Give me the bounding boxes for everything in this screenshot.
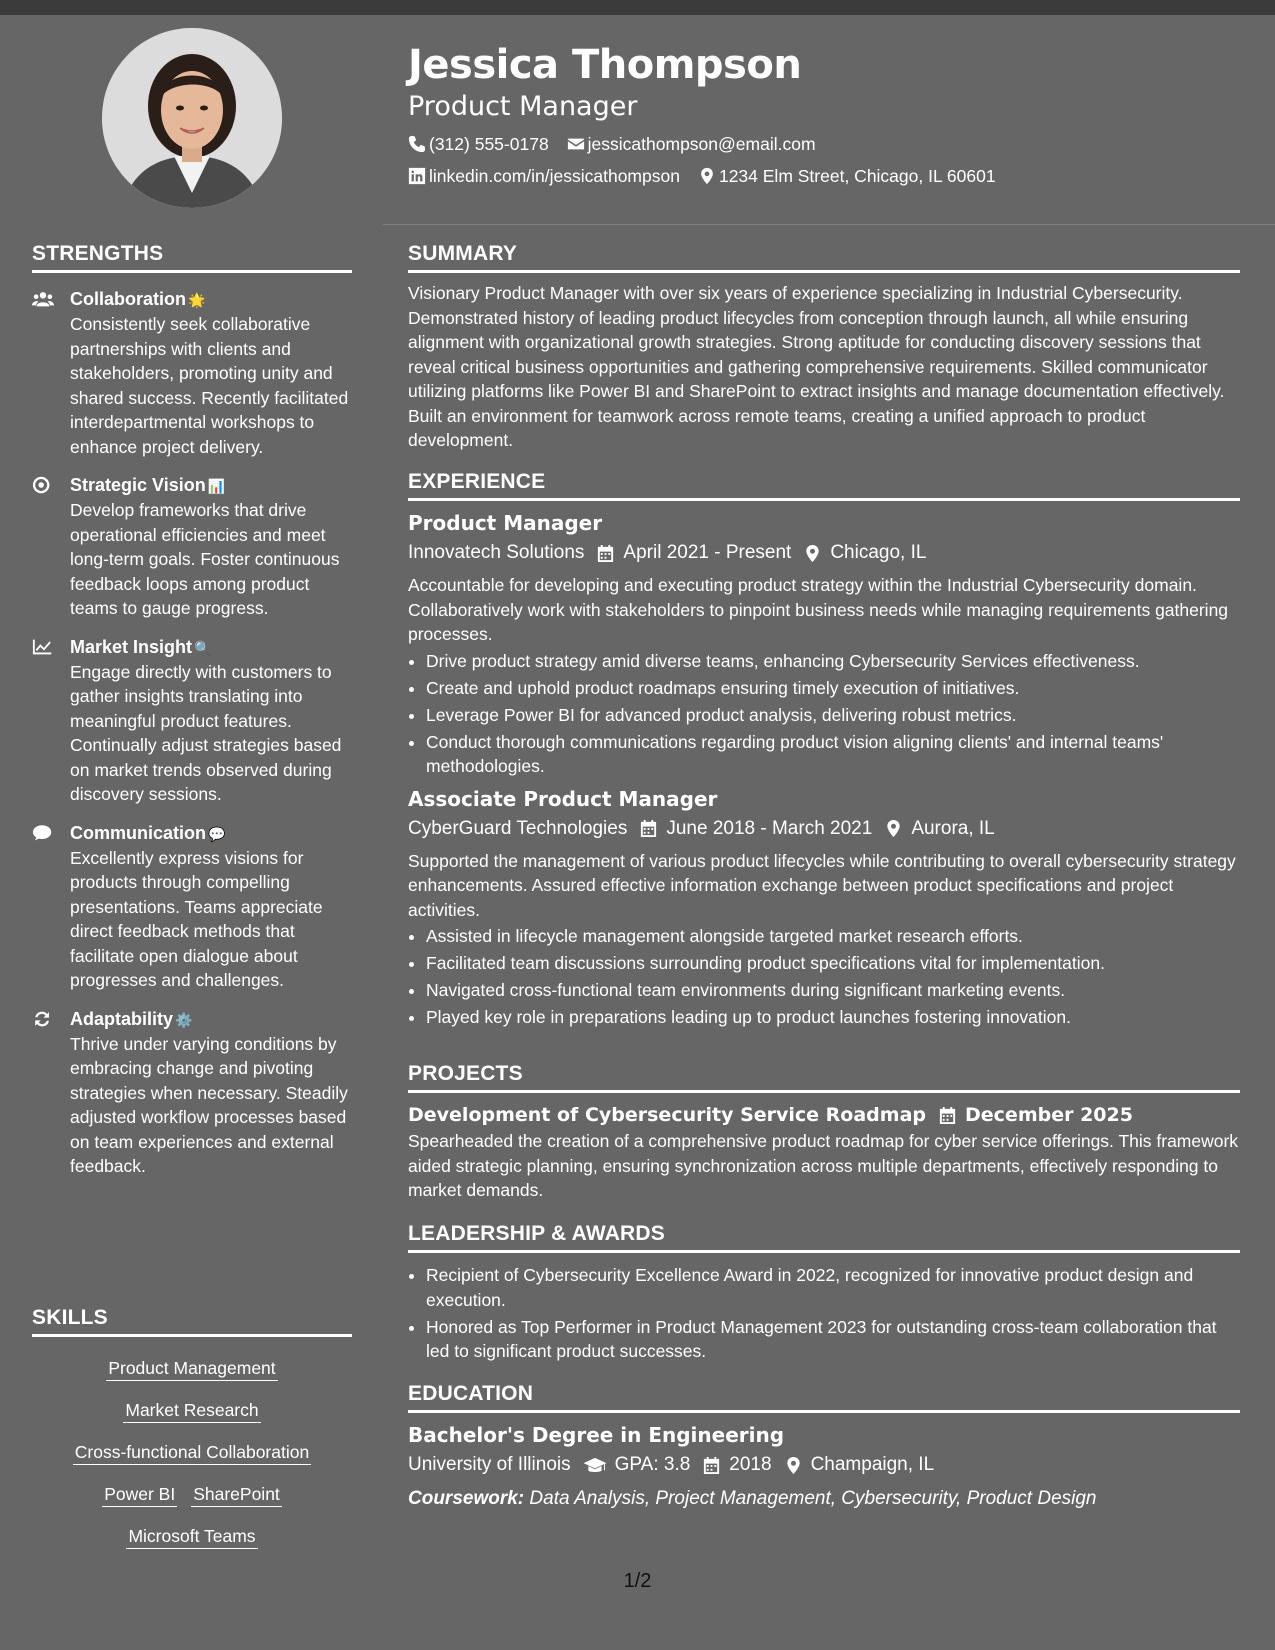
- skill-row: [32, 1483, 352, 1507]
- sync-icon: [32, 1007, 70, 1179]
- skills-heading: SKILLS: [32, 1306, 352, 1337]
- skill-row: [32, 1399, 352, 1423]
- list-item: • Navigated cross-functional team environments during significant marketing events.: [426, 978, 1240, 1003]
- education-section: [408, 1382, 1240, 1513]
- gpa: GPA: 3.8: [614, 1454, 691, 1475]
- candidate-name: Jessica Thompson: [408, 42, 802, 88]
- strength-title: Strategic Vision: [70, 475, 206, 495]
- list-item: • Assisted in lifecycle management alongside targeted market research efforts.: [426, 924, 1240, 949]
- school-location: Champaign, IL: [810, 1454, 935, 1475]
- skill-tag: Microsoft Teams: [126, 1525, 257, 1549]
- strength-description: Engage directly with customers to gather insights translating into meaningful product features. Continually adjust strategies based on market trends observed during discovery sessions.: [70, 661, 342, 804]
- job-meta: [408, 815, 1240, 843]
- strength-title: Adaptability: [70, 1008, 174, 1029]
- job-description: Supported the management of various product lifecycles while contributing to overall cybersecurity strategy enhancements. Assured effective information exchange between product specifications and project activities.: [408, 850, 1236, 920]
- strength-item: [32, 287, 352, 459]
- address: 1234 Elm Street, Chicago, IL 60601: [718, 166, 996, 186]
- email-link[interactable]: jessicathompson@email.com: [587, 134, 816, 154]
- list-item: • Create and uphold product roadmaps ensuring timely execution of initiatives.: [426, 676, 1240, 701]
- education-meta: [408, 1451, 1240, 1479]
- project-description: Spearheaded the creation of a comprehensive product roadmap for cyber service offerings. This framework aided strategic planning, ensuring synchronization across multiple departments, effectively responding to market demands.: [408, 1131, 1239, 1200]
- skills-section: [32, 1306, 352, 1549]
- strength-description: Thrive under varying conditions by embracing change and pivoting strategies when necessary. Steadily adjusted workflow processes based on team experiences and external feedback.: [70, 1033, 348, 1176]
- summary-text: Visionary Product Manager with over six years of experience specializing in Industrial Cybersecurity. Demonstrated history of leading product lifecycles from conception through launch, all while ensuring alignment with organizational growth strategies. Strong aptitude for conducting discovery sessions that reveal critical business opportunities and gathering comprehensive requirements. Skilled communicator utilizing platforms like Power BI and SharePoint to extract insights and manage documentation effectively. Built an environment for teamwork across remote teams, creating a unified approach to product development.: [408, 283, 1225, 450]
- experience-heading: EXPERIENCE: [408, 470, 1240, 501]
- skill-row: [32, 1441, 352, 1465]
- contact-row: [408, 132, 1240, 156]
- calendar-icon: [596, 544, 615, 563]
- project-title: Development of Cybersecurity Service Roadmap: [408, 1104, 927, 1126]
- job-location: Chicago, IL: [830, 542, 927, 563]
- projects-section: [408, 1062, 1240, 1203]
- list-item: • Drive product strategy amid diverse teams, enhancing Cybersecurity Services effectiveness.: [426, 649, 1240, 674]
- strength-item: [32, 1007, 352, 1179]
- calendar-icon: [938, 1106, 957, 1125]
- speech-bubble-icon: [32, 821, 70, 993]
- job-bullets: [408, 924, 1240, 1030]
- job-title: Associate Product Manager: [408, 786, 718, 811]
- experience-section: [408, 470, 1240, 1032]
- job-entry: [408, 785, 1240, 1030]
- strengths-section: [32, 242, 352, 1179]
- graduation-year: 2018: [729, 1454, 772, 1475]
- header: [408, 40, 1240, 188]
- awards-heading: LEADERSHIP & AWARDS: [408, 1222, 1240, 1253]
- coursework: [408, 1485, 1240, 1513]
- strength-description: Consistently seek collaborative partnerships with clients and stakeholders, promoting unity and shared success. Recently facilitated interdepartmental workshops to enhance project delivery.: [70, 314, 349, 457]
- linkedin-link[interactable]: linkedin.com/in/jessicathompson: [429, 166, 680, 186]
- strength-description: Excellently express visions for products through compelling presentations. Teams appreciate direct feedback methods that facilitate open dialogue about progresses and challenges.: [70, 847, 323, 990]
- top-bar: [0, 0, 1275, 15]
- skill-tag: Power BI: [102, 1483, 177, 1507]
- coursework-label: Coursework:: [408, 1488, 525, 1509]
- skill-tag: Product Management: [106, 1357, 277, 1381]
- line-chart-icon: [32, 635, 70, 807]
- awards-list: [408, 1263, 1240, 1364]
- skill-tag: SharePoint: [191, 1483, 282, 1507]
- map-pin-icon: [884, 819, 903, 838]
- profile-photo: [102, 28, 282, 208]
- linkedin-icon: [408, 167, 426, 185]
- header-divider: [383, 224, 1275, 225]
- star-icon: 🌟: [188, 292, 206, 308]
- users-icon: [32, 287, 70, 459]
- strength-item: [32, 473, 352, 621]
- list-item: • Conduct thorough communications regarding product vision aligning clients' and internal teams' methodologies.: [426, 730, 1240, 779]
- list-item: • Honored as Top Performer in Product Management 2023 for outstanding cross-team collaboration that led to significant product successes.: [426, 1315, 1240, 1364]
- summary-section: [408, 242, 1240, 453]
- coursework-list: Data Analysis, Project Management, Cybersecurity, Product Design: [529, 1488, 1097, 1509]
- strength-title: Collaboration: [70, 289, 186, 309]
- bar-chart-icon: 📊: [207, 478, 226, 494]
- job-dates: June 2018 - March 2021: [666, 817, 873, 839]
- skill-tag: Cross-functional Collaboration: [73, 1441, 311, 1465]
- job-meta: [408, 539, 1240, 567]
- job-location: Aurora, IL: [911, 817, 995, 839]
- envelope-icon: [567, 135, 585, 153]
- projects-heading: PROJECTS: [408, 1062, 1240, 1093]
- skill-row: [32, 1525, 352, 1549]
- phone-icon: [408, 135, 426, 153]
- list-item: • Recipient of Cybersecurity Excellence Award in 2022, recognized for innovative product design and execution.: [426, 1263, 1240, 1312]
- magnifier-icon: 🔍: [194, 639, 212, 656]
- graduation-cap-icon: [583, 1456, 607, 1475]
- degree-title: Bachelor's Degree in Engineering: [408, 1423, 785, 1447]
- strength-title: Market Insight: [70, 636, 193, 657]
- strengths-heading: STRENGTHS: [32, 242, 352, 273]
- job-dates: April 2021 - Present: [623, 542, 792, 563]
- company-name: CyberGuard Technologies: [408, 817, 628, 839]
- school-name: University of Illinois: [408, 1454, 571, 1475]
- strength-title: Communication: [70, 822, 207, 843]
- map-pin-icon: [698, 167, 716, 185]
- project-header: [408, 1101, 1240, 1129]
- candidate-title: Product Manager: [408, 91, 638, 122]
- calendar-icon: [639, 819, 658, 838]
- contact-row: [408, 164, 1240, 188]
- phone-number: (312) 555-0178: [429, 134, 549, 154]
- list-item: • Played key role in preparations leading up to product launches fostering innovation.: [426, 1005, 1240, 1030]
- list-item: • Leverage Power BI for advanced product analysis, delivering robust metrics.: [426, 703, 1240, 728]
- project-date: December 2025: [965, 1104, 1133, 1126]
- education-heading: EDUCATION: [408, 1382, 1240, 1413]
- company-name: Innovatech Solutions: [408, 542, 585, 563]
- strength-item: [32, 635, 352, 807]
- list-item: • Facilitated team discussions surrounding product specifications vital for implementation.: [426, 951, 1240, 976]
- gear-icon: ⚙️: [175, 1011, 193, 1028]
- job-bullets: [408, 649, 1240, 779]
- calendar-icon: [702, 1456, 721, 1475]
- awards-section: [408, 1222, 1240, 1366]
- strength-item: [32, 821, 352, 993]
- chat-icon: 💬: [208, 825, 226, 842]
- map-pin-icon: [784, 1456, 803, 1475]
- job-title: Product Manager: [408, 511, 603, 535]
- job-entry: [408, 509, 1240, 779]
- summary-heading: SUMMARY: [408, 242, 1240, 273]
- page-number: 1/2: [623, 1570, 652, 1592]
- strength-description: Develop frameworks that drive operational efficiencies and meet long-term goals. Foster continuous feedback loops among product teams to gauge progress.: [70, 500, 340, 618]
- skill-row: [32, 1357, 352, 1381]
- target-icon: [32, 473, 70, 621]
- job-description: Accountable for developing and executing product strategy within the Industrial Cybersecurity domain. Collaboratively work with stakeholders to pinpoint business needs while managing requirements gathering processes.: [408, 575, 1229, 644]
- map-pin-icon: [803, 544, 822, 563]
- skill-tag: Market Research: [123, 1399, 260, 1423]
